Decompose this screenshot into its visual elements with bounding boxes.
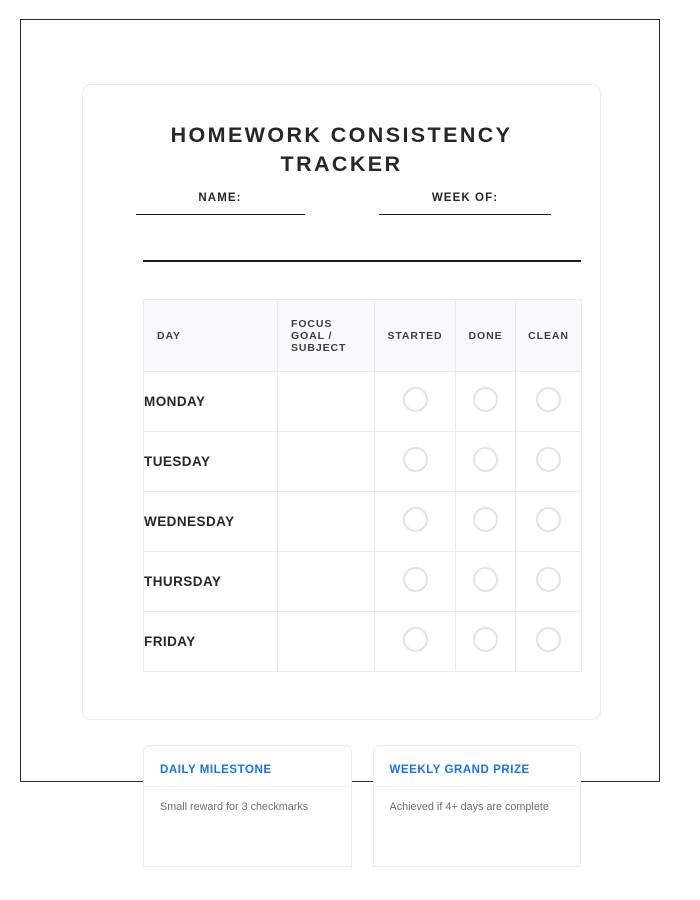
week-of-field-group <box>370 192 560 215</box>
started-checkbox-cell[interactable] <box>375 492 456 552</box>
table-header-row <box>144 300 582 372</box>
weekly-grand-prize-title: WEEKLY GRAND PRIZE <box>374 746 581 787</box>
daily-milestone-description: Small reward for 3 checkmarks <box>160 801 309 813</box>
done-checkbox-cell[interactable] <box>456 552 516 612</box>
day-label: FRIDAY <box>144 612 278 672</box>
focus-goal-input-cell[interactable] <box>278 492 375 552</box>
tracker-table-body <box>144 372 582 672</box>
weekly-grand-prize-card <box>373 745 582 867</box>
circle-checkbox-icon[interactable] <box>473 627 498 652</box>
tracker-table <box>143 299 582 672</box>
done-checkbox-cell[interactable] <box>456 372 516 432</box>
title-block <box>83 121 600 179</box>
column-header-done: DONE <box>456 300 516 372</box>
focus-goal-input-cell[interactable] <box>278 432 375 492</box>
circle-checkbox-icon[interactable] <box>536 627 561 652</box>
column-header-started: STARTED <box>375 300 456 372</box>
focus-goal-input-cell[interactable] <box>278 552 375 612</box>
circle-checkbox-icon[interactable] <box>473 567 498 592</box>
circle-checkbox-icon[interactable] <box>536 567 561 592</box>
day-label: TUESDAY <box>144 432 278 492</box>
circle-checkbox-icon[interactable] <box>536 507 561 532</box>
clean-checkbox-cell[interactable] <box>516 612 582 672</box>
circle-checkbox-icon[interactable] <box>473 507 498 532</box>
circle-checkbox-icon[interactable] <box>403 627 428 652</box>
clean-checkbox-cell[interactable] <box>516 552 582 612</box>
tracker-table-head <box>144 300 582 372</box>
done-checkbox-cell[interactable] <box>456 492 516 552</box>
started-checkbox-cell[interactable] <box>375 552 456 612</box>
started-checkbox-cell[interactable] <box>375 372 456 432</box>
daily-milestone-card <box>143 745 352 867</box>
circle-checkbox-icon[interactable] <box>473 387 498 412</box>
done-checkbox-cell[interactable] <box>456 432 516 492</box>
table-row <box>144 552 582 612</box>
identity-fields-row <box>125 192 560 215</box>
column-header-focus-goal-subject: FOCUS GOAL / SUBJECT <box>278 300 375 372</box>
worksheet-panel <box>82 84 601 813</box>
day-label: THURSDAY <box>144 552 278 612</box>
clean-checkbox-cell[interactable] <box>516 432 582 492</box>
circle-checkbox-icon[interactable] <box>473 447 498 472</box>
table-row <box>144 492 582 552</box>
circle-checkbox-icon[interactable] <box>536 387 561 412</box>
focus-goal-input-cell[interactable] <box>278 612 375 672</box>
header-divider <box>143 260 581 262</box>
daily-milestone-title: DAILY MILESTONE <box>144 746 351 787</box>
circle-checkbox-icon[interactable] <box>403 567 428 592</box>
circle-checkbox-icon[interactable] <box>403 447 428 472</box>
started-checkbox-cell[interactable] <box>375 432 456 492</box>
printable-page-sheet <box>20 19 660 813</box>
table-row <box>144 612 582 672</box>
name-field-group <box>125 192 315 215</box>
clean-checkbox-cell[interactable] <box>516 492 582 552</box>
name-input-rule[interactable] <box>136 214 305 215</box>
clean-checkbox-cell[interactable] <box>516 372 582 432</box>
column-header-day: DAY <box>144 300 278 372</box>
done-checkbox-cell[interactable] <box>456 612 516 672</box>
weekly-grand-prize-description: Achieved if 4+ days are complete <box>389 801 549 813</box>
table-row <box>144 432 582 492</box>
circle-checkbox-icon[interactable] <box>403 507 428 532</box>
reward-cards-row <box>143 745 581 867</box>
page-title: HOMEWORK CONSISTENCY TRACKER <box>170 123 513 176</box>
focus-goal-input-cell[interactable] <box>278 372 375 432</box>
started-checkbox-cell[interactable] <box>375 612 456 672</box>
table-row <box>144 372 582 432</box>
day-label: WEDNESDAY <box>144 492 278 552</box>
week-of-label: WEEK OF: <box>431 192 499 204</box>
name-label: NAME: <box>198 192 242 204</box>
day-label: MONDAY <box>144 372 278 432</box>
week-of-input-rule[interactable] <box>379 214 551 215</box>
circle-checkbox-icon[interactable] <box>403 387 428 412</box>
column-header-clean: CLEAN <box>516 300 582 372</box>
circle-checkbox-icon[interactable] <box>536 447 561 472</box>
